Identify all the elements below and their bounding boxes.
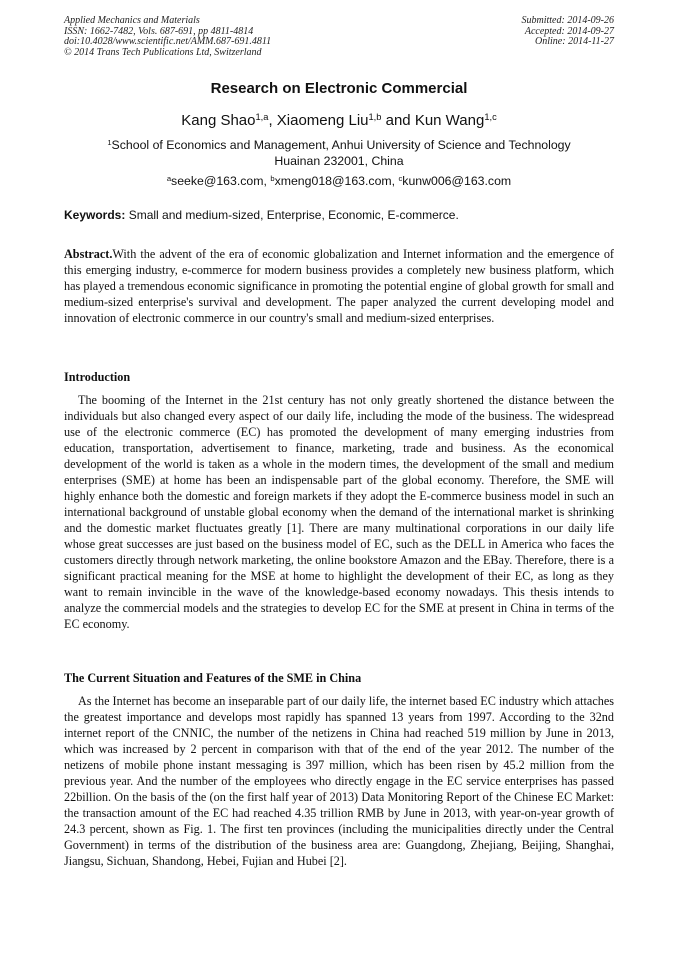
journal-header-right xyxy=(522,16,615,48)
affiliation-line-1: School of Economics and Management, Anhui University of Science and Technology xyxy=(111,138,571,152)
email-address: kunw006@163.com xyxy=(402,174,512,188)
keywords-label: Keywords: xyxy=(64,208,126,222)
doi-line: doi:10.4028/www.scientific.net/AMM.687-691.4811 xyxy=(64,36,272,47)
affiliation-superscript: 1 xyxy=(107,137,112,147)
affiliation xyxy=(0,137,678,169)
email-superscript: b xyxy=(270,173,275,183)
author-name: Kang Shao xyxy=(181,112,256,129)
abstract-text: With the advent of the era of economic globalization and Internet information and the emergence of this emerging industry, e-commerce for modern business provides a completely new business platform, which has played a tremendous economic significance in promoting the potential engine of global growth for small and medium-sized enterprise's survival and development. The paper analyzed the current developing model and innovation of electronic commerce in our country's small and medium-sized enterprises. xyxy=(64,247,614,325)
author-superscript: 1,a xyxy=(255,111,269,122)
introduction-paragraph: The booming of the Internet in the 21st century has not only greatly shortened the distance between the individuals but also changed every aspect of our daily life, including the mode of the business. The widespread use of the electronic commerce (EC) has promoted the development of many emerging industries from education, transportation, advertisement to finance, marketing, trade and business. As the economical development of the world is taken as a whole in the modern times, the development of the small and medium enterprises (SME) at home has been an indispensable part of the global economy. Therefore, the SME will highly enhance both the domestic and foreign markets if they adopt the E-commerce business model in such an international background of unstable global economy when the demand of the international market is shrinking and the domestic market fluctuates greatly [1]. There are many multinational corporations in our daily life whose great successes are just based on the business model of EC, such as the DELL in America who faces the customers directly through network marketing, the online bookstore Amazon and the EBay. Therefore, there is a significant practical meaning for the MSE at home to highlight the development of their EC, as long as they want to remain invincible in the wave of the knowledge-based economy nowadays. This thesis intends to analyze the commercial models and the strategies to develop EC for the SME at present in China in terms of the EC economy. xyxy=(64,393,614,631)
journal-header-left xyxy=(64,16,271,58)
keywords xyxy=(64,208,616,222)
abstract xyxy=(64,246,614,326)
abstract-label: Abstract. xyxy=(64,247,113,261)
section-heading-current-situation: The Current Situation and Features of the SME in China xyxy=(64,671,362,685)
author-name: Xiaomeng Liu xyxy=(276,112,369,129)
section-heading-introduction: Introduction xyxy=(64,370,131,384)
author-superscript: 1,b xyxy=(368,111,382,122)
online-date: Online: 2014-11-27 xyxy=(535,36,614,47)
accepted-date: Accepted: 2014-09-27 xyxy=(524,25,614,37)
issn-line: ISSN: 1662-7482, Vols. 687-691, pp 4811-4814 xyxy=(64,25,254,37)
author-separator: and xyxy=(381,112,415,129)
email-address: xmeng018@163.com, xyxy=(274,174,399,188)
email-superscript: c xyxy=(398,173,403,183)
journal-name: Applied Mechanics and Materials xyxy=(64,15,200,26)
author-separator: , xyxy=(268,112,277,129)
email-address: seeke@163.com, xyxy=(171,174,271,188)
affiliation-line-2: Huainan 232001, China xyxy=(274,154,404,168)
keywords-text: Small and medium-sized, Enterprise, Economic, E-commerce. xyxy=(125,208,459,222)
author-list xyxy=(0,112,678,129)
author-name: Kun Wang xyxy=(414,112,485,129)
email-list xyxy=(0,174,678,188)
copyright-line: © 2014 Trans Tech Publications Ltd, Switzerland xyxy=(64,46,262,58)
submitted-date: Submitted: 2014-09-26 xyxy=(521,15,614,26)
author-superscript: 1,c xyxy=(484,111,497,122)
paper-title: Research on Electronic Commercial xyxy=(210,80,468,97)
email-superscript: a xyxy=(166,173,172,183)
current-situation-paragraph: As the Internet has become an inseparable part of our daily life, the internet based EC industry which attaches the greatest importance and develops most rapidly has spanned 13 years from 1997. According to the 32nd internet report of the CNNIC, the number of the netizens in China had reached 519 million by June in 2013, which was increased by 2 percent in comparison with that of the end of the year 2012. The number of the netizens of mobile phone instant messaging is 397 million, which has been risen by 45.2 million from the previous year. And the number of the employees who directly engage in the EC service enterprises has passed 22billion. On the basis of the (on the first half year of 2013) Data Monitoring Report of the Chinese EC Market: the transaction amount of the EC had reached 4.35 trillion RMB by June in 2013, with year-on-year growth of 24.3 percent, shown as Fig. 1. The first ten provinces (including the municipalities directly under the Central Government) in terms of the distribution of the business area are: Guangdong, Zhejiang, Beijing, Shanghai, Jiangsu, Sichuan, Shandong, Hebei, Fujian and Hubei [2]. xyxy=(64,694,614,868)
